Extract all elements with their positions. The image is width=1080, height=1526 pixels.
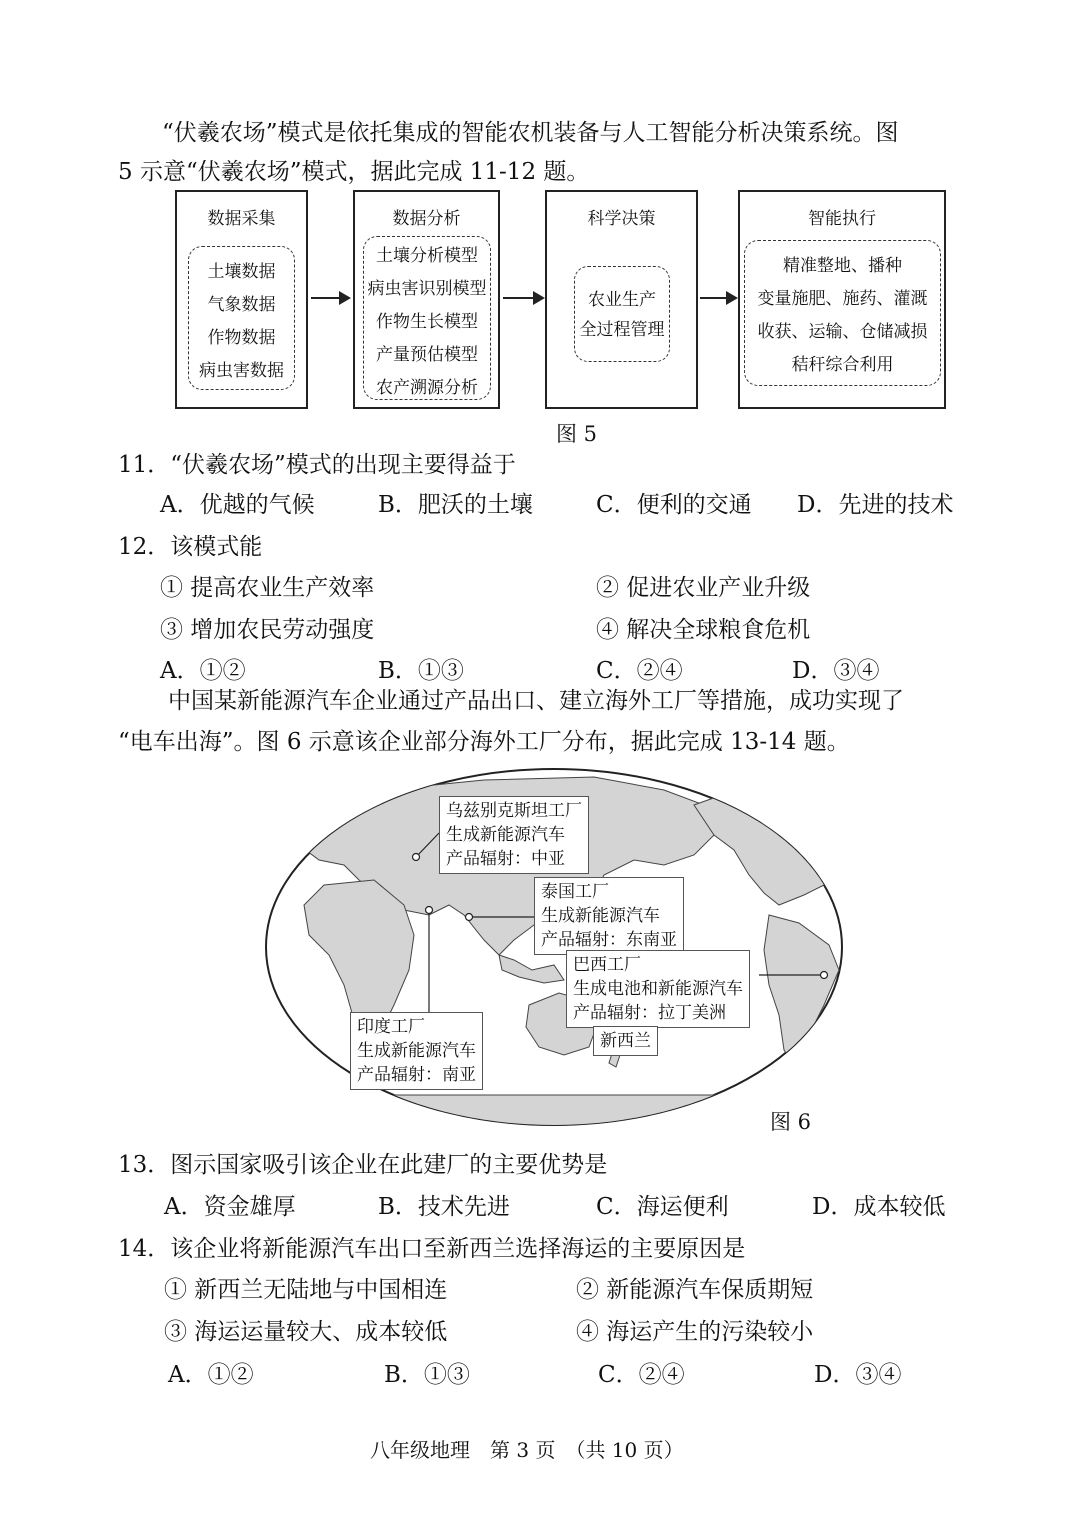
flow-dashed-group — [188, 246, 295, 390]
q13-option-c: C．海运便利 — [596, 1194, 729, 1220]
flow-box-title: 科学决策 — [587, 209, 656, 229]
map-label-new-zealand: 新西兰 — [593, 1026, 658, 1056]
q13-option-a: A．资金雄厚 — [164, 1194, 296, 1220]
q12-item-3: ③ 增加农民劳动强度 — [160, 617, 375, 643]
flow-dashed-group — [363, 236, 491, 400]
q14-item-2: ② 新能源汽车保质期短 — [576, 1277, 814, 1303]
label-line: 产品辐射：中亚 — [446, 849, 565, 869]
q14-item-4: ④ 海运产生的污染较小 — [576, 1319, 814, 1345]
q12-item-4: ④ 解决全球粮食危机 — [596, 617, 811, 643]
flow-box-data-analysis — [353, 190, 500, 409]
label-line: 生成新能源汽车 — [446, 825, 565, 845]
map-label-uzbekistan — [439, 796, 589, 874]
q12-item-1: ① 提高农业生产效率 — [160, 575, 375, 601]
q14-option-a: A．①② — [168, 1362, 254, 1388]
flow-item: 农产溯源分析 — [376, 378, 478, 398]
map-antarctica — [264, 1095, 844, 1130]
q11-option-c: C．便利的交通 — [596, 492, 752, 518]
q13-option-d: D．成本较低 — [812, 1194, 946, 1220]
flow-item: 作物数据 — [207, 328, 276, 348]
flow-box-data-collection — [175, 190, 308, 409]
flow-diagram — [0, 0, 1080, 450]
flow-arrow-3 — [700, 297, 736, 299]
q11-option-b: B．肥沃的土壤 — [378, 492, 533, 518]
flow-box-title: 数据分析 — [392, 209, 461, 229]
q13-stem: 13．图示国家吸引该企业在此建厂的主要优势是 — [118, 1152, 608, 1178]
q12-option-c: C．②④ — [596, 658, 683, 684]
flow-item: 土壤数据 — [207, 262, 276, 282]
flow-item: 病虫害数据 — [199, 361, 284, 381]
page-footer: 八年级地理 第 3 页 （共 10 页） — [370, 1438, 684, 1462]
q11-option-a: A．优越的气候 — [160, 492, 315, 518]
label-line: 泰国工厂 — [541, 882, 609, 902]
flow-item: 全过程管理 — [579, 320, 665, 340]
q11-option-d: D．先进的技术 — [797, 492, 954, 518]
flow-item: 作物生长模型 — [376, 312, 478, 332]
flow-item: 产量预估模型 — [376, 345, 478, 365]
q14-option-c: C．②④ — [598, 1362, 685, 1388]
flow-dashed-group — [574, 266, 670, 362]
flow-arrow-1 — [311, 297, 349, 299]
flow-box-title: 数据采集 — [207, 209, 276, 229]
figure-6-caption: 图 6 — [770, 1110, 812, 1134]
label-line: 产品辐射：东南亚 — [541, 930, 677, 950]
q14-item-3: ③ 海运运量较大、成本较低 — [164, 1319, 448, 1345]
uzbek-factory-point — [413, 854, 420, 861]
intro2-line-2: “电车出海”。图 6 示意该企业部分海外工厂分布，据此完成 13-14 题。 — [118, 729, 850, 755]
q13-option-b: B．技术先进 — [378, 1194, 510, 1220]
label-line: 生成新能源汽车 — [541, 906, 660, 926]
label-line: 产品辐射：拉丁美洲 — [573, 1003, 726, 1023]
q12-stem: 12．该模式能 — [118, 534, 263, 560]
q12-item-2: ② 促进农业产业升级 — [596, 575, 811, 601]
flow-dashed-group — [744, 240, 941, 386]
map-label-brazil — [566, 950, 750, 1028]
label-line: 生成电池和新能源汽车 — [573, 979, 743, 999]
intro-line-1: “伏羲农场”模式是依托集成的智能农机装备与人工智能分析决策系统。图 — [162, 120, 899, 146]
thai-factory-point — [466, 914, 473, 921]
flow-item: 农业生产 — [588, 290, 656, 310]
q14-stem: 14．该企业将新能源汽车出口至新西兰选择海运的主要原因是 — [118, 1236, 746, 1262]
label-line: 乌兹别克斯坦工厂 — [446, 801, 582, 821]
map-label-thailand — [534, 877, 684, 955]
q14-option-b: B．①③ — [384, 1362, 470, 1388]
label-line: 巴西工厂 — [573, 955, 641, 975]
flow-item: 病虫害识别模型 — [367, 279, 487, 299]
flow-item: 精准整地、播种 — [783, 256, 902, 276]
brazil-factory-point — [821, 972, 828, 979]
flow-item: 土壤分析模型 — [376, 246, 478, 266]
label-line: 产品辐射：南亚 — [357, 1065, 476, 1085]
flow-item: 气象数据 — [207, 295, 276, 315]
flow-box-decision — [545, 190, 698, 409]
q14-option-d: D．③④ — [814, 1362, 902, 1388]
flow-box-execution — [738, 190, 946, 409]
flow-box-title: 智能执行 — [808, 209, 876, 229]
q12-option-a: A．①② — [160, 658, 246, 684]
label-line: 生成新能源汽车 — [357, 1041, 476, 1061]
q11-stem: 11．“伏羲农场”模式的出现主要得益于 — [118, 452, 516, 478]
flow-item: 收获、运输、仓储减损 — [757, 322, 928, 342]
q12-option-b: B．①③ — [378, 658, 464, 684]
flow-item: 秸秆综合利用 — [791, 355, 894, 375]
figure-5-caption: 图 5 — [556, 422, 598, 446]
flow-arrow-2 — [503, 297, 543, 299]
india-factory-point — [426, 907, 433, 914]
label-line: 印度工厂 — [357, 1017, 425, 1037]
q12-option-d: D．③④ — [792, 658, 880, 684]
flow-item: 变量施肥、施药、灌溉 — [757, 289, 928, 309]
intro2-line-1: 中国某新能源汽车企业通过产品出口、建立海外工厂等措施，成功实现了 — [168, 688, 904, 714]
intro-line-2: 5 示意“伏羲农场”模式，据此完成 11-12 题。 — [118, 159, 590, 185]
q14-item-1: ① 新西兰无陆地与中国相连 — [164, 1277, 448, 1303]
map-label-india — [350, 1012, 483, 1090]
